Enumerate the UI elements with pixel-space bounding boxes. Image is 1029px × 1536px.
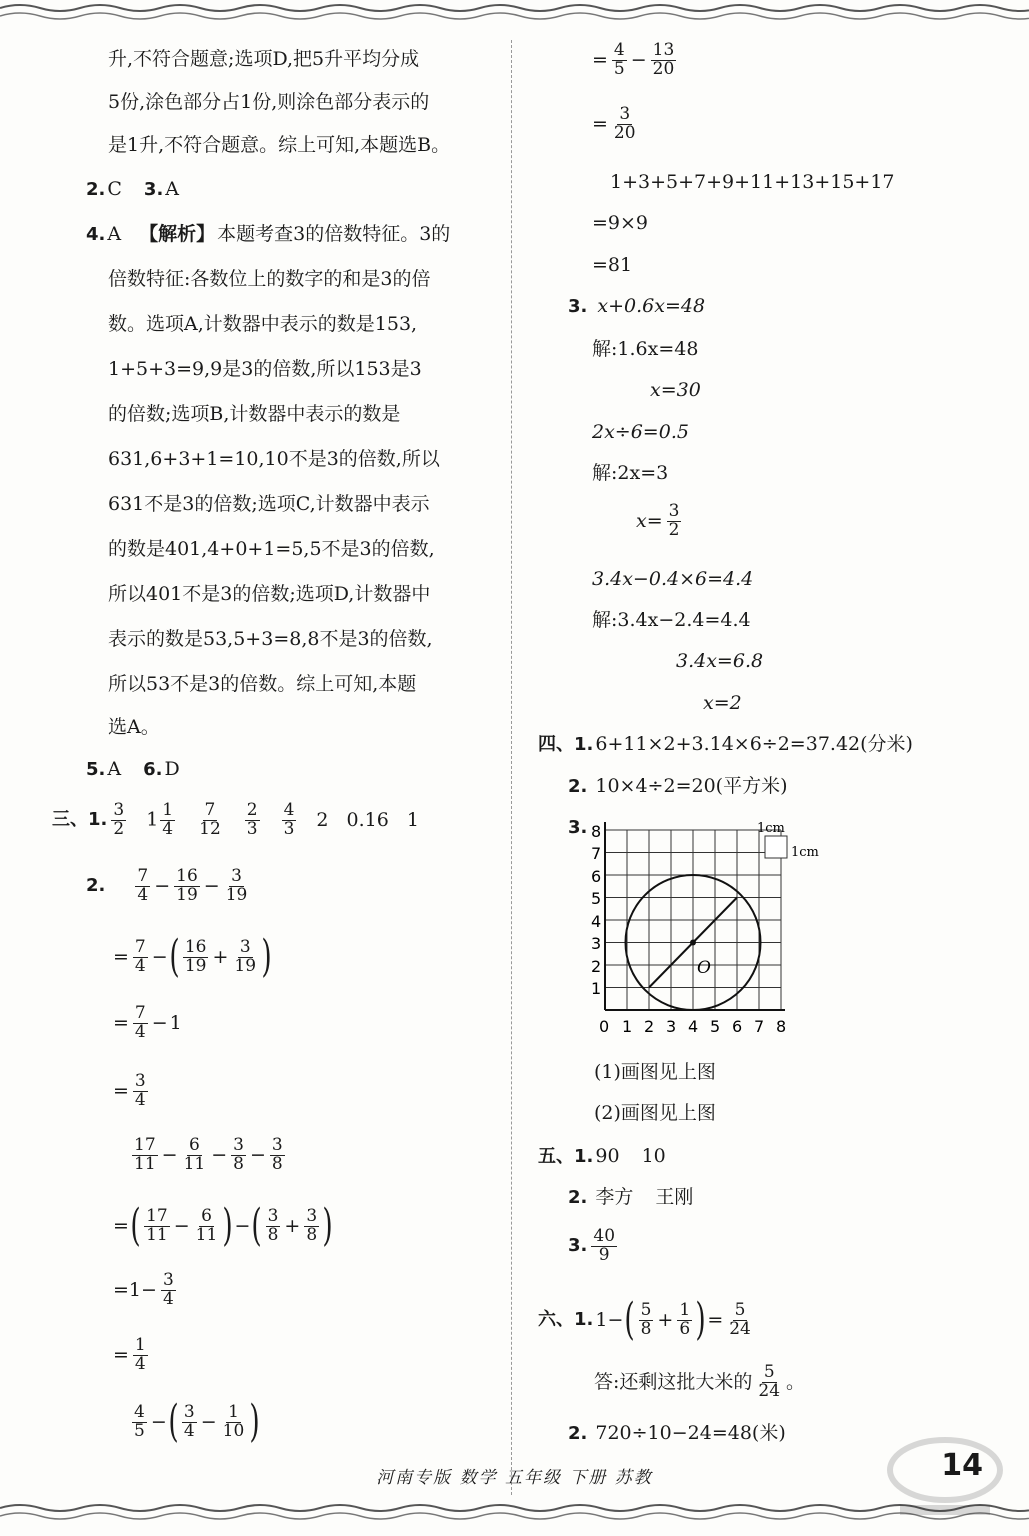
sum-result: =81 xyxy=(592,254,633,276)
value: 1 xyxy=(406,808,419,831)
page-number: 14 xyxy=(941,1448,983,1483)
grid-figure xyxy=(585,812,835,1057)
equation-step: x=30 xyxy=(650,379,701,401)
x-tick: 6 xyxy=(732,1017,743,1036)
x-tick: 0 xyxy=(599,1017,610,1036)
calc-b-line3: =1− $\frac{3}{4}$ xyxy=(113,1270,174,1309)
center-point xyxy=(690,940,696,946)
y-tick: 1 xyxy=(591,979,602,998)
sum-line: 1+3+5+7+9+11+13+15+17 xyxy=(610,171,895,193)
calc-b-result: = $\frac{1}{4}$ xyxy=(113,1335,146,1374)
answer: A xyxy=(107,223,122,245)
text-line: 是1升,不符合题意。综上可知,本题选B。 xyxy=(108,134,451,156)
center-label: O xyxy=(697,958,711,978)
section-6-q2: 2. 720÷10−24=48(米) xyxy=(568,1422,786,1444)
equation-step: x= $\frac{3}{2}$ xyxy=(636,501,680,540)
fraction: 4 3 xyxy=(283,800,295,839)
text-line: 表示的数是53,5+3=8,8不是3的倍数, xyxy=(108,628,433,650)
y-tick: 8 xyxy=(591,822,602,841)
text-line: 本题考查3的倍数特征。3的 xyxy=(217,223,451,245)
equation-3: 3.4x−0.4×6=4.4 xyxy=(592,568,754,590)
calc-a-line2: = $\frac{7}{4}$ − ( 16 19 + $\frac{3}{19}$ ) xyxy=(113,931,272,982)
section-3-q1 xyxy=(52,802,419,839)
column-divider xyxy=(511,40,512,1495)
section-4-q1: 四、1. 6+11×2+3.14×6÷2=37.42(分米) xyxy=(538,733,913,755)
text-line: 数。选项A,计数器中表示的数是153, xyxy=(108,313,418,335)
x-tick: 2 xyxy=(644,1017,655,1036)
calc-c-line2: = $\frac{4}{5}$ − $\frac{13}{20}$ xyxy=(592,40,675,79)
equation-1: 3. x+0.6x=48 xyxy=(568,295,706,317)
top-wave-border xyxy=(0,0,1029,26)
question-number: 3. xyxy=(568,817,588,838)
answer-2-3 xyxy=(86,180,179,199)
watermark-logo xyxy=(880,1425,1010,1525)
y-tick: 4 xyxy=(591,912,602,931)
y-tick: 7 xyxy=(591,844,602,863)
y-tick: 6 xyxy=(591,867,602,886)
equation-2: 2x÷6=0.5 xyxy=(592,421,689,443)
calc-c-result: = $\frac{3}{20}$ xyxy=(592,104,636,143)
question-number: 2. xyxy=(86,875,106,897)
text-line: 倍数特征:各数位上的数字的和是3的倍 xyxy=(108,268,431,290)
calc-a-line3: = $\frac{7}{4}$ − 1 xyxy=(113,1003,182,1042)
value: 0.16 xyxy=(346,808,389,831)
equation-step: 解:2x=3 xyxy=(592,462,669,484)
section-label: 三、1. xyxy=(52,809,108,831)
fraction: 7 12 xyxy=(199,800,221,839)
question-number: 3. xyxy=(143,178,164,200)
section-label: 五、1. xyxy=(538,1145,594,1167)
section-6-q1: 六、1. 1− ( 5 8 + $\frac{1}{6}$ ) = $\frac{5}{24}$ xyxy=(538,1294,751,1345)
text-line: 所以401不是3的倍数;选项D,计数器中 xyxy=(108,583,431,605)
x-tick: 4 xyxy=(688,1017,699,1036)
equation-step: 解:3.4x−2.4=4.4 xyxy=(592,609,751,631)
calc-c-line1: 4 5 − ( 3 4 − $\frac{1}{10}$ ) xyxy=(134,1396,261,1447)
unit-square xyxy=(765,836,787,858)
section-label: 四、1. xyxy=(538,733,594,755)
unit-label-v: 1cm xyxy=(791,845,819,860)
question-number: 5. xyxy=(86,758,106,780)
y-tick: 3 xyxy=(591,934,602,953)
equation-step: x=2 xyxy=(703,692,742,714)
x-tick: 1 xyxy=(622,1017,633,1036)
calc-a-result: = $\frac{3}{4}$ xyxy=(113,1071,146,1110)
question-number: 3. xyxy=(568,1235,588,1257)
x-tick: 3 xyxy=(666,1017,677,1036)
text-line: 的倍数;选项B,计数器中表示的数是 xyxy=(108,403,401,425)
text-line: 选A。 xyxy=(108,716,160,738)
section-4-q2: 2. 10×4÷2=20(平方米) xyxy=(568,775,788,797)
question-number: 4. xyxy=(86,223,106,245)
text-line: 1+5+3=9,9是3的倍数,所以153是3 xyxy=(108,358,422,380)
answer: A xyxy=(107,758,122,780)
question-number: 3. xyxy=(568,295,588,317)
equation-step: 3.4x=6.8 xyxy=(676,650,764,672)
text-line: 的数是401,4+0+1=5,5不是3的倍数, xyxy=(108,538,435,560)
page-footer: 河南专版 数学 五年级 下册 苏教 xyxy=(376,1468,653,1488)
answer: D xyxy=(164,758,180,780)
calc-b-line1: 17 11 − $\frac{6}{11}$ − $\frac{3}{8}$ − $\frac{3}{8}$ xyxy=(134,1135,283,1174)
fraction: 2 3 xyxy=(246,800,258,839)
figure-note: (1)画图见上图 xyxy=(594,1061,716,1083)
answer: C xyxy=(107,178,122,200)
answer-4 xyxy=(86,225,450,244)
figure-note: (2)画图见上图 xyxy=(594,1102,716,1124)
text-line: 631,6+3+1=10,10不是3的倍数,所以 xyxy=(108,448,440,470)
text-line: 5份,涂色部分占1份,则涂色部分表示的 xyxy=(108,91,430,113)
sum-step: =9×9 xyxy=(592,212,649,234)
section-6-answer: 答:还剩这批大米的 5 24 。 xyxy=(594,1362,806,1401)
mixed-number: 1 $\frac{1}{4}$ xyxy=(146,800,174,839)
question-number: 2. xyxy=(568,1422,588,1444)
calc-b-line2: = ( 17 11 − $\frac{6}{11}$ ) − ( 3 8 + $\frac{3}{8}$ ) xyxy=(113,1200,333,1251)
question-number: 2. xyxy=(86,178,106,200)
answer-5-6 xyxy=(86,760,180,779)
y-tick: 2 xyxy=(591,957,602,976)
equation-step: 解:1.6x=48 xyxy=(592,338,699,360)
text-line: 631不是3的倍数;选项C,计数器中表示 xyxy=(108,493,430,515)
y-tick: 5 xyxy=(591,889,602,908)
section-label: 六、1. xyxy=(538,1309,594,1330)
analysis-tag: 【解析】 xyxy=(139,223,216,245)
text-line: 升,不符合题意;选项D,把5升平均分成 xyxy=(108,48,420,70)
value: 2 xyxy=(316,808,329,831)
section-5-q2: 2. 李方 王刚 xyxy=(568,1186,694,1208)
answer: A xyxy=(165,178,180,200)
x-tick: 7 xyxy=(754,1017,765,1036)
fraction: 3 2 xyxy=(113,800,125,839)
question-number: 2. xyxy=(568,1186,588,1208)
section-5-q1: 五、1. 90 10 xyxy=(538,1145,666,1167)
x-tick: 8 xyxy=(776,1017,787,1036)
unit-label-h: 1cm xyxy=(757,821,785,836)
text-line: 所以53不是3的倍数。综上可知,本题 xyxy=(108,673,417,695)
x-tick: 5 xyxy=(710,1017,721,1036)
calc-a-line1: 2. 7 4 − $\frac{16}{19}$ − $\frac{3}{19}$ xyxy=(86,866,248,905)
section-5-q3: 3. 40 9 xyxy=(568,1226,616,1265)
question-number: 6. xyxy=(143,758,163,780)
question-number: 2. xyxy=(568,775,588,797)
bottom-wave-border xyxy=(0,1500,1029,1526)
